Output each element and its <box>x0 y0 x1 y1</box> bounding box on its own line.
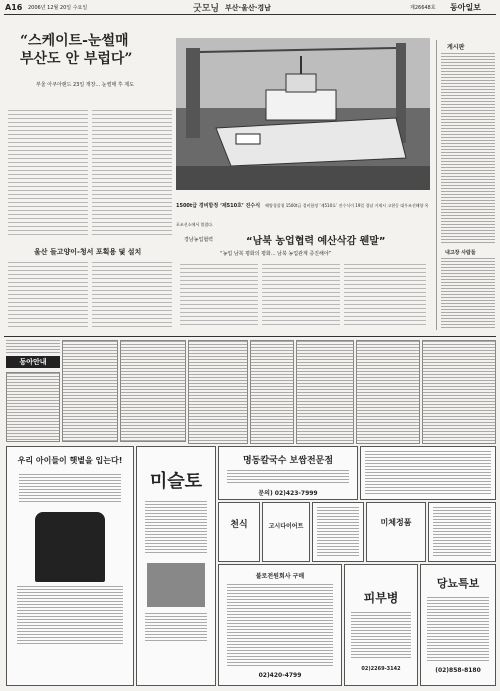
ad-mi-genuine-title: 미체정품 <box>380 518 412 527</box>
ad-noodle-title: 명동칼국수 보쌈전문점 <box>242 456 334 466</box>
ad-mistletoe-text <box>145 501 207 555</box>
ad-top-right <box>360 446 496 500</box>
ad-michelle <box>6 446 134 686</box>
ad-middle-text <box>317 507 359 557</box>
ad-michelle-text <box>19 474 121 504</box>
classified-top-left <box>6 340 60 354</box>
section-title: 부산·울산·경남 <box>225 4 271 12</box>
page-header <box>0 0 500 14</box>
photo-caption-title: 1500t급 경비함정 ‘제510호’ 진수식 <box>176 203 261 209</box>
ad-chunsik-title: 천식 <box>230 520 248 530</box>
ship-launch-image <box>176 38 430 190</box>
ad-diet-title: 고시다이어트 <box>268 523 304 530</box>
ad-noodle <box>218 446 358 500</box>
lead-subhead: 부울 아쿠아랜드 23일 개장... 눈썰매 후 제도 <box>36 82 134 88</box>
ad-dangnyo-text <box>427 597 489 661</box>
gyeongnam-headline: “남북 농업협력 예산삭감 웬말” <box>246 236 386 247</box>
classified-col-g <box>356 340 420 444</box>
lead-story-headline <box>20 32 185 112</box>
gyeongnam-col-2 <box>262 264 340 328</box>
ad-top-right-text <box>365 451 491 495</box>
ad-mistletoe-title: 미슬토 <box>149 471 203 492</box>
ad-noodle-text <box>227 470 349 484</box>
sidebar-listings <box>441 53 495 243</box>
header-rule <box>4 14 496 15</box>
ad-skin-title: 피부병 <box>363 591 399 605</box>
lead-body-col-1 <box>8 110 88 238</box>
gyeongnam-col-3 <box>344 264 426 328</box>
photo-caption-text: 해양경찰청 1500t급 경비함정 ‘제510호’ 진수식이 19일 경남 거제시 고현동 대우조선해양 옥포조선소에서 열렸다. <box>176 203 429 227</box>
ad-diet <box>262 502 310 562</box>
gyeongnam-col-1 <box>180 264 258 328</box>
right-sidebar <box>436 40 496 330</box>
classifieds-banner: 동아안내 <box>6 356 60 368</box>
ad-dangnyo-phone: (02)858-8180 <box>435 667 481 674</box>
second-body-col-1 <box>8 262 88 328</box>
shirt-image <box>35 512 105 582</box>
ad-chunsik <box>218 502 260 562</box>
ship-photo <box>176 38 430 190</box>
ad-skin <box>344 564 418 686</box>
ad-dangnyo <box>420 564 496 686</box>
classified-col-b <box>62 340 118 442</box>
sidebar-title: 게시판 <box>447 44 465 51</box>
ad-dangnyo-title: 당뇨특보 <box>436 577 480 590</box>
ad-middle <box>312 502 364 562</box>
lead-body-col-2 <box>92 110 172 238</box>
headline-line-2: 부산도 안 부럽다” <box>20 51 133 67</box>
ad-right-small-text <box>433 507 491 557</box>
paper-name: 동아일보 <box>450 3 481 12</box>
classified-col-d <box>188 340 248 444</box>
classified-col-a <box>6 372 60 442</box>
second-body-col-2 <box>92 262 172 328</box>
sidebar-bottom-title: 내고장 사람들 <box>445 250 476 256</box>
classified-col-h <box>422 340 496 444</box>
ad-michelle-slogan: 우리 아이들이 햇볕을 입는다! <box>17 456 123 465</box>
classified-col-c <box>120 340 186 442</box>
ad-michelle-footer <box>17 586 123 646</box>
ad-right-small <box>428 502 496 562</box>
issue-date: 2006년 12월 20일 수요일 <box>28 5 88 11</box>
ad-skin-text <box>351 612 411 660</box>
gyeongnam-story-header <box>176 232 430 262</box>
ad-bulro-text <box>227 584 333 668</box>
classified-col-e <box>250 340 294 444</box>
classified-col-f <box>296 340 354 444</box>
ad-bulro <box>218 564 342 686</box>
ad-mistletoe <box>136 446 216 686</box>
ad-mi-genuine <box>366 502 426 562</box>
gyeongnam-subhead: “농업 남북 평화의 평화... 남북 농업관계 증진해야” <box>220 251 332 257</box>
issue-number: 제26648호 <box>410 5 436 11</box>
classifieds-rule <box>4 336 496 337</box>
gyeongnam-tag: 경남농업협력 <box>184 237 213 243</box>
section-logo: 굿모닝 <box>193 4 220 14</box>
ad-noodle-contact: 문의) 02)423-7999 <box>258 490 318 497</box>
second-story-headline: 울산 들고양이-청서 포획용 덫 설치 <box>34 248 142 256</box>
ad-bulro-title: 불로전원회사 구매 <box>255 573 305 580</box>
ad-mistletoe-footer <box>145 613 207 643</box>
photo-caption <box>176 192 430 227</box>
ad-skin-phone: 02)2269-3142 <box>361 666 401 672</box>
ad-bulro-phone: 02)420-4799 <box>258 672 302 679</box>
headline-line-1: “스케이트-눈썰매 <box>20 33 129 49</box>
ad-mistletoe-product <box>147 563 205 607</box>
page-number: A16 <box>5 3 23 12</box>
sidebar-bottom-text <box>441 258 495 330</box>
